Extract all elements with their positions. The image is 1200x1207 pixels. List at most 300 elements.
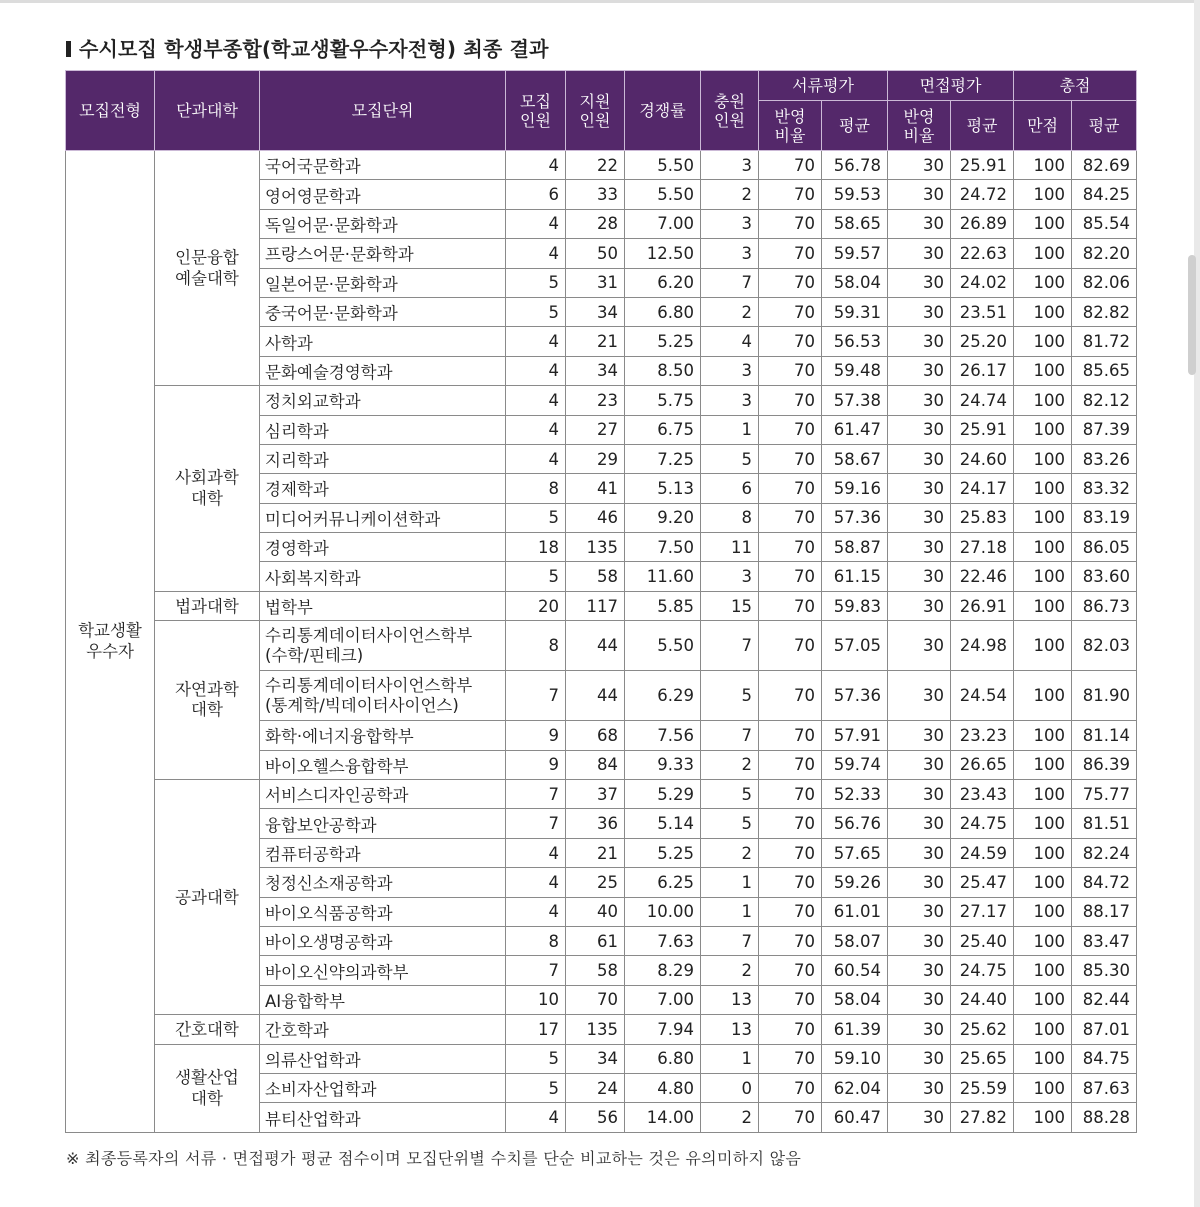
- doc-weight-cell: 70: [759, 809, 822, 838]
- interview-weight-cell: 30: [888, 209, 951, 238]
- total-full-cell: 100: [1014, 474, 1072, 503]
- interview-weight-cell: 30: [888, 1073, 951, 1102]
- unit-cell: 바이오식품공학과: [260, 897, 506, 926]
- doc-weight-cell: 70: [759, 533, 822, 562]
- doc-avg-cell: 59.26: [822, 868, 888, 897]
- total-full-cell: 100: [1014, 239, 1072, 268]
- interview-weight-cell: 30: [888, 386, 951, 415]
- doc-avg-cell: 61.01: [822, 897, 888, 926]
- unit-cell: 바이오생명공학과: [260, 926, 506, 955]
- total-full-cell: 100: [1014, 209, 1072, 238]
- total-avg-cell: 84.72: [1072, 868, 1137, 897]
- applicants-cell: 44: [566, 621, 625, 671]
- applicants-cell: 29: [566, 444, 625, 473]
- unit-cell: 미디어커뮤니케이션학과: [260, 503, 506, 532]
- table-header: [66, 71, 1137, 151]
- header-interview: 면접평가: [888, 71, 1014, 101]
- applicants-cell: 28: [566, 209, 625, 238]
- header-interview-weight: 반영 비율: [888, 101, 951, 151]
- doc-avg-cell: 61.15: [822, 562, 888, 591]
- doc-avg-cell: 56.78: [822, 151, 888, 180]
- ratio-cell: 6.20: [625, 268, 701, 297]
- doc-avg-cell: 59.16: [822, 474, 888, 503]
- quota-cell: 5: [506, 297, 566, 326]
- doc-avg-cell: 57.65: [822, 838, 888, 867]
- doc-avg-cell: 58.07: [822, 926, 888, 955]
- extra-cell: 3: [701, 562, 759, 591]
- applicants-cell: 23: [566, 386, 625, 415]
- unit-cell: 지리학과: [260, 444, 506, 473]
- total-avg-cell: 88.17: [1072, 897, 1137, 926]
- ratio-cell: 5.85: [625, 591, 701, 620]
- doc-avg-cell: 57.38: [822, 386, 888, 415]
- doc-avg-cell: 59.57: [822, 239, 888, 268]
- doc-weight-cell: 70: [759, 1103, 822, 1132]
- total-avg-cell: 85.54: [1072, 209, 1137, 238]
- applicants-cell: 68: [566, 721, 625, 750]
- ratio-cell: 5.50: [625, 180, 701, 209]
- total-avg-cell: 82.03: [1072, 621, 1137, 671]
- interview-avg-cell: 25.91: [951, 415, 1014, 444]
- doc-weight-cell: 70: [759, 180, 822, 209]
- total-full-cell: 100: [1014, 750, 1072, 779]
- interview-weight-cell: 30: [888, 562, 951, 591]
- doc-avg-cell: 56.53: [822, 327, 888, 356]
- header-total: 총점: [1014, 71, 1137, 101]
- quota-cell: 4: [506, 151, 566, 180]
- unit-cell: 중국어문·문화학과: [260, 297, 506, 326]
- ratio-cell: 12.50: [625, 239, 701, 268]
- extra-cell: 15: [701, 591, 759, 620]
- doc-avg-cell: 58.04: [822, 268, 888, 297]
- quota-cell: 6: [506, 180, 566, 209]
- total-avg-cell: 81.90: [1072, 671, 1137, 721]
- applicants-cell: 31: [566, 268, 625, 297]
- unit-cell: 사학과: [260, 327, 506, 356]
- interview-avg-cell: 25.91: [951, 151, 1014, 180]
- applicants-cell: 25: [566, 868, 625, 897]
- extra-cell: 1: [701, 415, 759, 444]
- ratio-cell: 7.00: [625, 209, 701, 238]
- interview-avg-cell: 26.17: [951, 356, 1014, 385]
- total-full-cell: 100: [1014, 780, 1072, 809]
- extra-cell: 13: [701, 985, 759, 1014]
- ratio-cell: 6.25: [625, 868, 701, 897]
- doc-avg-cell: 57.36: [822, 671, 888, 721]
- applicants-cell: 27: [566, 415, 625, 444]
- doc-weight-cell: 70: [759, 151, 822, 180]
- total-full-cell: 100: [1014, 985, 1072, 1014]
- unit-cell: 융합보안공학과: [260, 809, 506, 838]
- quota-cell: 10: [506, 985, 566, 1014]
- quota-cell: 4: [506, 415, 566, 444]
- type-cell: 학교생활 우수자: [66, 151, 155, 1133]
- title-bar-icon: [66, 41, 71, 57]
- total-avg-cell: 85.30: [1072, 956, 1137, 985]
- unit-cell: 심리학과: [260, 415, 506, 444]
- unit-cell: 바이오헬스융합학부: [260, 750, 506, 779]
- extra-cell: 2: [701, 180, 759, 209]
- doc-weight-cell: 70: [759, 868, 822, 897]
- total-avg-cell: 87.39: [1072, 415, 1137, 444]
- quota-cell: 5: [506, 503, 566, 532]
- header-type: 모집전형: [66, 71, 155, 151]
- doc-avg-cell: 58.65: [822, 209, 888, 238]
- interview-avg-cell: 24.75: [951, 956, 1014, 985]
- doc-weight-cell: 70: [759, 1015, 822, 1044]
- total-full-cell: 100: [1014, 151, 1072, 180]
- header-quota: 모집 인원: [506, 71, 566, 151]
- total-full-cell: 100: [1014, 809, 1072, 838]
- unit-cell: 컴퓨터공학과: [260, 838, 506, 867]
- header-doc-avg: 평균: [822, 101, 888, 151]
- ratio-cell: 5.13: [625, 474, 701, 503]
- interview-weight-cell: 30: [888, 926, 951, 955]
- college-cell: 사회과학 대학: [155, 386, 260, 592]
- ratio-cell: 5.50: [625, 621, 701, 671]
- interview-weight-cell: 30: [888, 1103, 951, 1132]
- applicants-cell: 34: [566, 297, 625, 326]
- interview-weight-cell: 30: [888, 621, 951, 671]
- total-avg-cell: 83.19: [1072, 503, 1137, 532]
- quota-cell: 4: [506, 868, 566, 897]
- ratio-cell: 7.56: [625, 721, 701, 750]
- doc-weight-cell: 70: [759, 897, 822, 926]
- page-title-text: 수시모집 학생부종합(학교생활우수자전형) 최종 결과: [79, 37, 549, 61]
- ratio-cell: 8.29: [625, 956, 701, 985]
- extra-cell: 5: [701, 809, 759, 838]
- interview-avg-cell: 25.83: [951, 503, 1014, 532]
- quota-cell: 4: [506, 209, 566, 238]
- doc-avg-cell: 59.53: [822, 180, 888, 209]
- interview-avg-cell: 24.74: [951, 386, 1014, 415]
- doc-avg-cell: 57.36: [822, 503, 888, 532]
- quota-cell: 18: [506, 533, 566, 562]
- quota-cell: 4: [506, 897, 566, 926]
- doc-avg-cell: 58.67: [822, 444, 888, 473]
- ratio-cell: 7.50: [625, 533, 701, 562]
- header-total-avg: 평균: [1072, 101, 1137, 151]
- unit-cell: 프랑스어문·문화학과: [260, 239, 506, 268]
- quota-cell: 4: [506, 444, 566, 473]
- quota-cell: 4: [506, 1103, 566, 1132]
- quota-cell: 5: [506, 1073, 566, 1102]
- doc-weight-cell: 70: [759, 444, 822, 473]
- total-avg-cell: 75.77: [1072, 780, 1137, 809]
- interview-weight-cell: 30: [888, 268, 951, 297]
- extra-cell: 0: [701, 1073, 759, 1102]
- interview-weight-cell: 30: [888, 180, 951, 209]
- applicants-cell: 58: [566, 956, 625, 985]
- interview-avg-cell: 22.46: [951, 562, 1014, 591]
- interview-avg-cell: 24.54: [951, 671, 1014, 721]
- doc-avg-cell: 57.05: [822, 621, 888, 671]
- total-full-cell: 100: [1014, 562, 1072, 591]
- college-cell: 인문융합 예술대학: [155, 151, 260, 386]
- interview-avg-cell: 26.65: [951, 750, 1014, 779]
- quota-cell: 7: [506, 956, 566, 985]
- total-avg-cell: 82.69: [1072, 151, 1137, 180]
- header-doc: 서류평가: [759, 71, 888, 101]
- total-avg-cell: 85.65: [1072, 356, 1137, 385]
- doc-weight-cell: 70: [759, 956, 822, 985]
- table-row: [66, 780, 1137, 809]
- applicants-cell: 21: [566, 327, 625, 356]
- quota-cell: 17: [506, 1015, 566, 1044]
- ratio-cell: 7.94: [625, 1015, 701, 1044]
- quota-cell: 4: [506, 239, 566, 268]
- applicants-cell: 44: [566, 671, 625, 721]
- ratio-cell: 8.50: [625, 356, 701, 385]
- unit-cell: 정치외교학과: [260, 386, 506, 415]
- doc-avg-cell: 60.47: [822, 1103, 888, 1132]
- table-row: [66, 591, 1137, 620]
- extra-cell: 3: [701, 151, 759, 180]
- ratio-cell: 6.80: [625, 297, 701, 326]
- total-avg-cell: 82.44: [1072, 985, 1137, 1014]
- applicants-cell: 58: [566, 562, 625, 591]
- interview-weight-cell: 30: [888, 868, 951, 897]
- unit-cell: 의류산업학과: [260, 1044, 506, 1073]
- interview-weight-cell: 30: [888, 327, 951, 356]
- quota-cell: 20: [506, 591, 566, 620]
- unit-cell: 독일어문·문화학과: [260, 209, 506, 238]
- doc-avg-cell: 61.47: [822, 415, 888, 444]
- interview-avg-cell: 25.20: [951, 327, 1014, 356]
- interview-avg-cell: 24.40: [951, 985, 1014, 1014]
- header-unit: 모집단위: [260, 71, 506, 151]
- interview-avg-cell: 25.47: [951, 868, 1014, 897]
- interview-avg-cell: 25.59: [951, 1073, 1014, 1102]
- interview-avg-cell: 24.72: [951, 180, 1014, 209]
- applicants-cell: 135: [566, 533, 625, 562]
- total-avg-cell: 81.72: [1072, 327, 1137, 356]
- extra-cell: 2: [701, 1103, 759, 1132]
- doc-avg-cell: 59.10: [822, 1044, 888, 1073]
- extra-cell: 5: [701, 780, 759, 809]
- total-avg-cell: 82.24: [1072, 838, 1137, 867]
- unit-cell: 사회복지학과: [260, 562, 506, 591]
- applicants-cell: 36: [566, 809, 625, 838]
- ratio-cell: 7.00: [625, 985, 701, 1014]
- extra-cell: 1: [701, 1044, 759, 1073]
- ratio-cell: 5.75: [625, 386, 701, 415]
- doc-weight-cell: 70: [759, 985, 822, 1014]
- doc-weight-cell: 70: [759, 209, 822, 238]
- applicants-cell: 61: [566, 926, 625, 955]
- doc-weight-cell: 70: [759, 562, 822, 591]
- header-extra: 충원 인원: [701, 71, 759, 151]
- doc-avg-cell: 58.87: [822, 533, 888, 562]
- total-avg-cell: 87.63: [1072, 1073, 1137, 1102]
- quota-cell: 7: [506, 780, 566, 809]
- applicants-cell: 41: [566, 474, 625, 503]
- extra-cell: 2: [701, 956, 759, 985]
- doc-weight-cell: 70: [759, 671, 822, 721]
- interview-weight-cell: 30: [888, 838, 951, 867]
- interview-avg-cell: 23.23: [951, 721, 1014, 750]
- total-full-cell: 100: [1014, 721, 1072, 750]
- total-full-cell: 100: [1014, 621, 1072, 671]
- results-table: [65, 70, 1137, 1133]
- unit-cell: 뷰티산업학과: [260, 1103, 506, 1132]
- total-full-cell: 100: [1014, 671, 1072, 721]
- unit-cell: 화학·에너지융합학부: [260, 721, 506, 750]
- extra-cell: 1: [701, 897, 759, 926]
- ratio-cell: 11.60: [625, 562, 701, 591]
- extra-cell: 2: [701, 750, 759, 779]
- interview-weight-cell: 30: [888, 297, 951, 326]
- quota-cell: 5: [506, 268, 566, 297]
- ratio-cell: 6.29: [625, 671, 701, 721]
- interview-avg-cell: 24.17: [951, 474, 1014, 503]
- total-avg-cell: 86.39: [1072, 750, 1137, 779]
- ratio-cell: 7.25: [625, 444, 701, 473]
- total-avg-cell: 83.32: [1072, 474, 1137, 503]
- interview-weight-cell: 30: [888, 239, 951, 268]
- total-full-cell: 100: [1014, 268, 1072, 297]
- extra-cell: 3: [701, 386, 759, 415]
- quota-cell: 5: [506, 1044, 566, 1073]
- extra-cell: 8: [701, 503, 759, 532]
- doc-avg-cell: 57.91: [822, 721, 888, 750]
- total-full-cell: 100: [1014, 386, 1072, 415]
- total-avg-cell: 83.26: [1072, 444, 1137, 473]
- quota-cell: 9: [506, 750, 566, 779]
- quota-cell: 4: [506, 386, 566, 415]
- ratio-cell: 5.25: [625, 838, 701, 867]
- unit-cell: 청정신소재공학과: [260, 868, 506, 897]
- total-avg-cell: 82.12: [1072, 386, 1137, 415]
- ratio-cell: 7.63: [625, 926, 701, 955]
- unit-cell: AI융합학부: [260, 985, 506, 1014]
- unit-cell: 서비스디자인공학과: [260, 780, 506, 809]
- doc-avg-cell: 59.74: [822, 750, 888, 779]
- total-full-cell: 100: [1014, 1015, 1072, 1044]
- quota-cell: 4: [506, 838, 566, 867]
- interview-weight-cell: 30: [888, 985, 951, 1014]
- ratio-cell: 4.80: [625, 1073, 701, 1102]
- interview-avg-cell: 23.43: [951, 780, 1014, 809]
- interview-weight-cell: 30: [888, 591, 951, 620]
- unit-cell: 바이오신약의과학부: [260, 956, 506, 985]
- doc-avg-cell: 59.48: [822, 356, 888, 385]
- ratio-cell: 9.20: [625, 503, 701, 532]
- total-avg-cell: 86.73: [1072, 591, 1137, 620]
- interview-weight-cell: 30: [888, 474, 951, 503]
- doc-weight-cell: 70: [759, 239, 822, 268]
- applicants-cell: 84: [566, 750, 625, 779]
- interview-weight-cell: 30: [888, 533, 951, 562]
- ratio-cell: 5.25: [625, 327, 701, 356]
- total-full-cell: 100: [1014, 926, 1072, 955]
- doc-avg-cell: 52.33: [822, 780, 888, 809]
- college-cell: 공과대학: [155, 780, 260, 1015]
- college-cell: 생활산업 대학: [155, 1044, 260, 1132]
- total-full-cell: 100: [1014, 1044, 1072, 1073]
- table-row: [66, 386, 1137, 415]
- extra-cell: 6: [701, 474, 759, 503]
- applicants-cell: 34: [566, 1044, 625, 1073]
- total-full-cell: 100: [1014, 503, 1072, 532]
- page-edge: [1194, 0, 1200, 1207]
- interview-avg-cell: 24.60: [951, 444, 1014, 473]
- applicants-cell: 33: [566, 180, 625, 209]
- extra-cell: 7: [701, 268, 759, 297]
- ratio-cell: 5.50: [625, 151, 701, 180]
- total-avg-cell: 81.51: [1072, 809, 1137, 838]
- total-avg-cell: 82.06: [1072, 268, 1137, 297]
- interview-avg-cell: 24.75: [951, 809, 1014, 838]
- table-row: [66, 621, 1137, 671]
- doc-weight-cell: 70: [759, 750, 822, 779]
- extra-cell: 1: [701, 868, 759, 897]
- interview-avg-cell: 27.82: [951, 1103, 1014, 1132]
- ratio-cell: 6.75: [625, 415, 701, 444]
- interview-avg-cell: 25.62: [951, 1015, 1014, 1044]
- extra-cell: 7: [701, 721, 759, 750]
- doc-weight-cell: 70: [759, 268, 822, 297]
- extra-cell: 4: [701, 327, 759, 356]
- ratio-cell: 9.33: [625, 750, 701, 779]
- total-avg-cell: 82.82: [1072, 297, 1137, 326]
- unit-cell: 국어국문학과: [260, 151, 506, 180]
- interview-weight-cell: 30: [888, 671, 951, 721]
- unit-cell: 소비자산업학과: [260, 1073, 506, 1102]
- unit-cell: 수리통계데이터사이언스학부 (통계학/빅데이터사이언스): [260, 671, 506, 721]
- unit-cell: 문화예술경영학과: [260, 356, 506, 385]
- doc-weight-cell: 70: [759, 926, 822, 955]
- interview-weight-cell: 30: [888, 809, 951, 838]
- table-body: [66, 151, 1137, 1133]
- quota-cell: 8: [506, 926, 566, 955]
- doc-weight-cell: 70: [759, 503, 822, 532]
- header-doc-weight: 반영 비율: [759, 101, 822, 151]
- interview-weight-cell: 30: [888, 956, 951, 985]
- table-row: [66, 1044, 1137, 1073]
- doc-weight-cell: 70: [759, 327, 822, 356]
- ratio-cell: 14.00: [625, 1103, 701, 1132]
- scroll-handle[interactable]: [1188, 255, 1196, 375]
- interview-avg-cell: 25.40: [951, 926, 1014, 955]
- interview-weight-cell: 30: [888, 503, 951, 532]
- extra-cell: 7: [701, 926, 759, 955]
- total-full-cell: 100: [1014, 591, 1072, 620]
- doc-weight-cell: 70: [759, 1073, 822, 1102]
- interview-avg-cell: 26.91: [951, 591, 1014, 620]
- applicants-cell: 135: [566, 1015, 625, 1044]
- extra-cell: 2: [701, 297, 759, 326]
- unit-cell: 일본어문·문화학과: [260, 268, 506, 297]
- total-full-cell: 100: [1014, 533, 1072, 562]
- unit-cell: 법학부: [260, 591, 506, 620]
- interview-weight-cell: 30: [888, 1044, 951, 1073]
- college-cell: 간호대학: [155, 1015, 260, 1044]
- quota-cell: 8: [506, 621, 566, 671]
- header-total-full: 만점: [1014, 101, 1072, 151]
- applicants-cell: 56: [566, 1103, 625, 1132]
- total-avg-cell: 84.75: [1072, 1044, 1137, 1073]
- doc-weight-cell: 70: [759, 1044, 822, 1073]
- quota-cell: 4: [506, 327, 566, 356]
- ratio-cell: 6.80: [625, 1044, 701, 1073]
- interview-avg-cell: 27.17: [951, 897, 1014, 926]
- interview-avg-cell: 25.65: [951, 1044, 1014, 1073]
- doc-weight-cell: 70: [759, 838, 822, 867]
- ratio-cell: 5.29: [625, 780, 701, 809]
- interview-weight-cell: 30: [888, 897, 951, 926]
- total-full-cell: 100: [1014, 180, 1072, 209]
